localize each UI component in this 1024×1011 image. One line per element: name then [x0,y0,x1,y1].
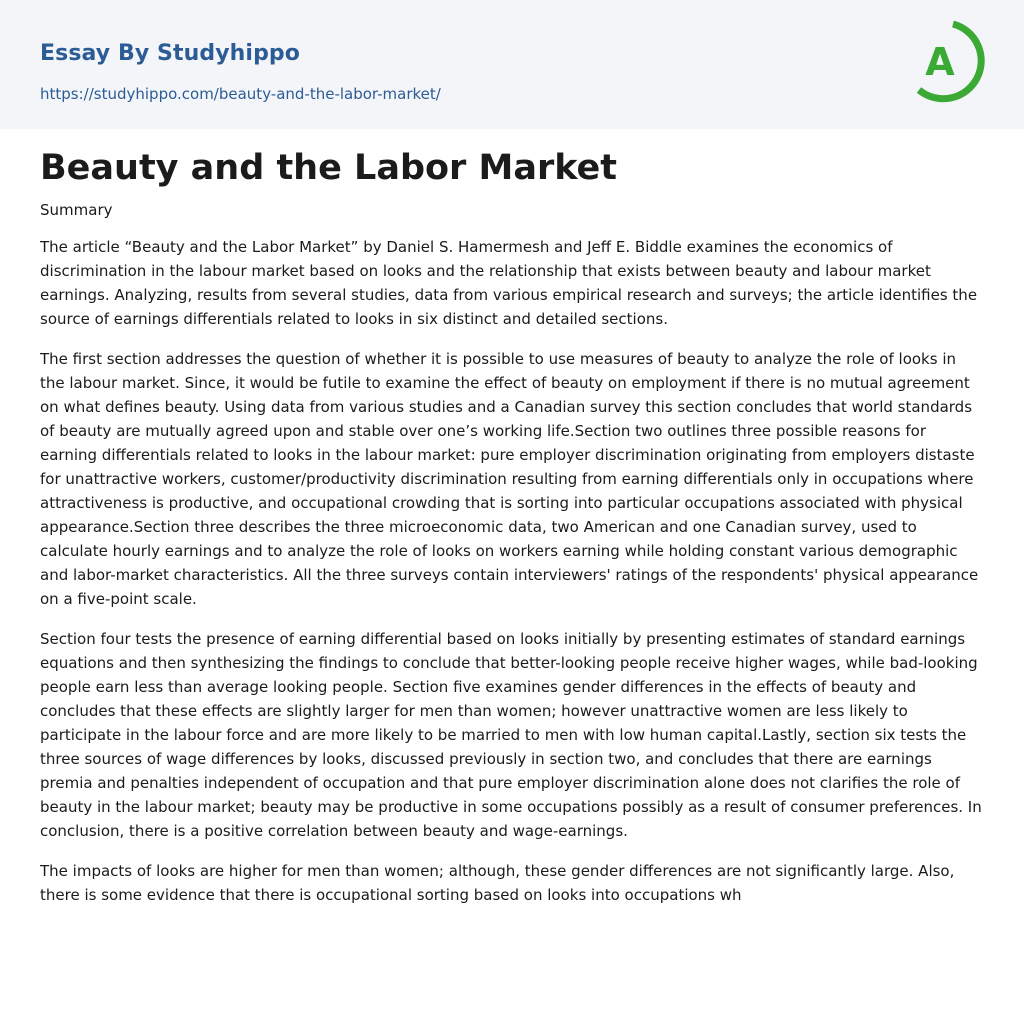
summary-label: Summary [40,201,113,219]
article-paragraph: The article “Beauty and the Labor Market” by Daniel S. Hamermesh and Jeff E. Biddle examines the economics of discrimination in the labour market based on looks and the relationship that exists between beauty and labour market earnings. Analyzing, results from several studies, data from various empirical research and surveys; the article identifies the source of earnings differentials related to looks in six distinct and detailed sections. [40,238,978,328]
article-paragraph: Section four tests the presence of earning differential based on looks initially by presenting estimates of standard earnings equations and then synthesizing the findings to conclude that better-looking people receive higher wages, while bad-looking people earn less than average looking people. Section five examines gender differences in the effects of beauty and concludes that these effects are slightly larger for men than women; however unattractive women are less likely to participate in the labour force and are more likely to be married to men with low human capital.Lastly, section six tests the three sources of wage differences by looks, discussed previously in section two, and concludes that there are earnings premia and penalties independent of occupation and that pure employer discrimination alone does not clarifies the role of beauty in the labour market; beauty may be productive in some occupations possibly as a result of consumer preferences. In conclusion, there is a positive correlation between beauty and wage-earnings. [40,630,982,840]
logo-letter: A [925,40,955,84]
site-brand[interactable]: Essay By Studyhippo [40,41,300,66]
article-body [40,198,984,923]
logo-icon[interactable] [910,18,988,106]
page-title: Beauty and the Labor Market [40,148,618,188]
article-paragraph: The impacts of looks are higher for men than women; although, these gender differences are not significantly large. Also, there is some evidence that there is occupational sorting based on looks into occupations wh [40,862,955,904]
article-paragraph: The first section addresses the question of whether it is possible to use measures of beauty to analyze the role of looks in the labour market. Since, it would be futile to examine the effect of beauty on employment if there is no mutual agreement on what defines beauty. Using data from various studies and a Canadian survey this section concludes that world standards of beauty are mutually agreed upon and stable over one’s working life.Section two outlines three possible reasons for earning differentials related to looks in the labour market: pure employer discrimination originating from employers distaste for unattractive workers, customer/productivity discrimination resulting from earning differentials only in occupations where attractiveness is productive, and occupational crowding that is sorting into particular occupations associated with physical appearance.Section three describes the three microeconomic data, two American and one Canadian survey, used to calculate hourly earnings and to analyze the role of looks on workers earning while holding constant various demographic and labor-market characteristics. All the three surveys contain interviewers' ratings of the respondents' physical appearance on a five-point scale. [40,350,979,608]
essay-url-link[interactable]: https://studyhippo.com/beauty-and-the-labor-market/ [40,85,441,103]
